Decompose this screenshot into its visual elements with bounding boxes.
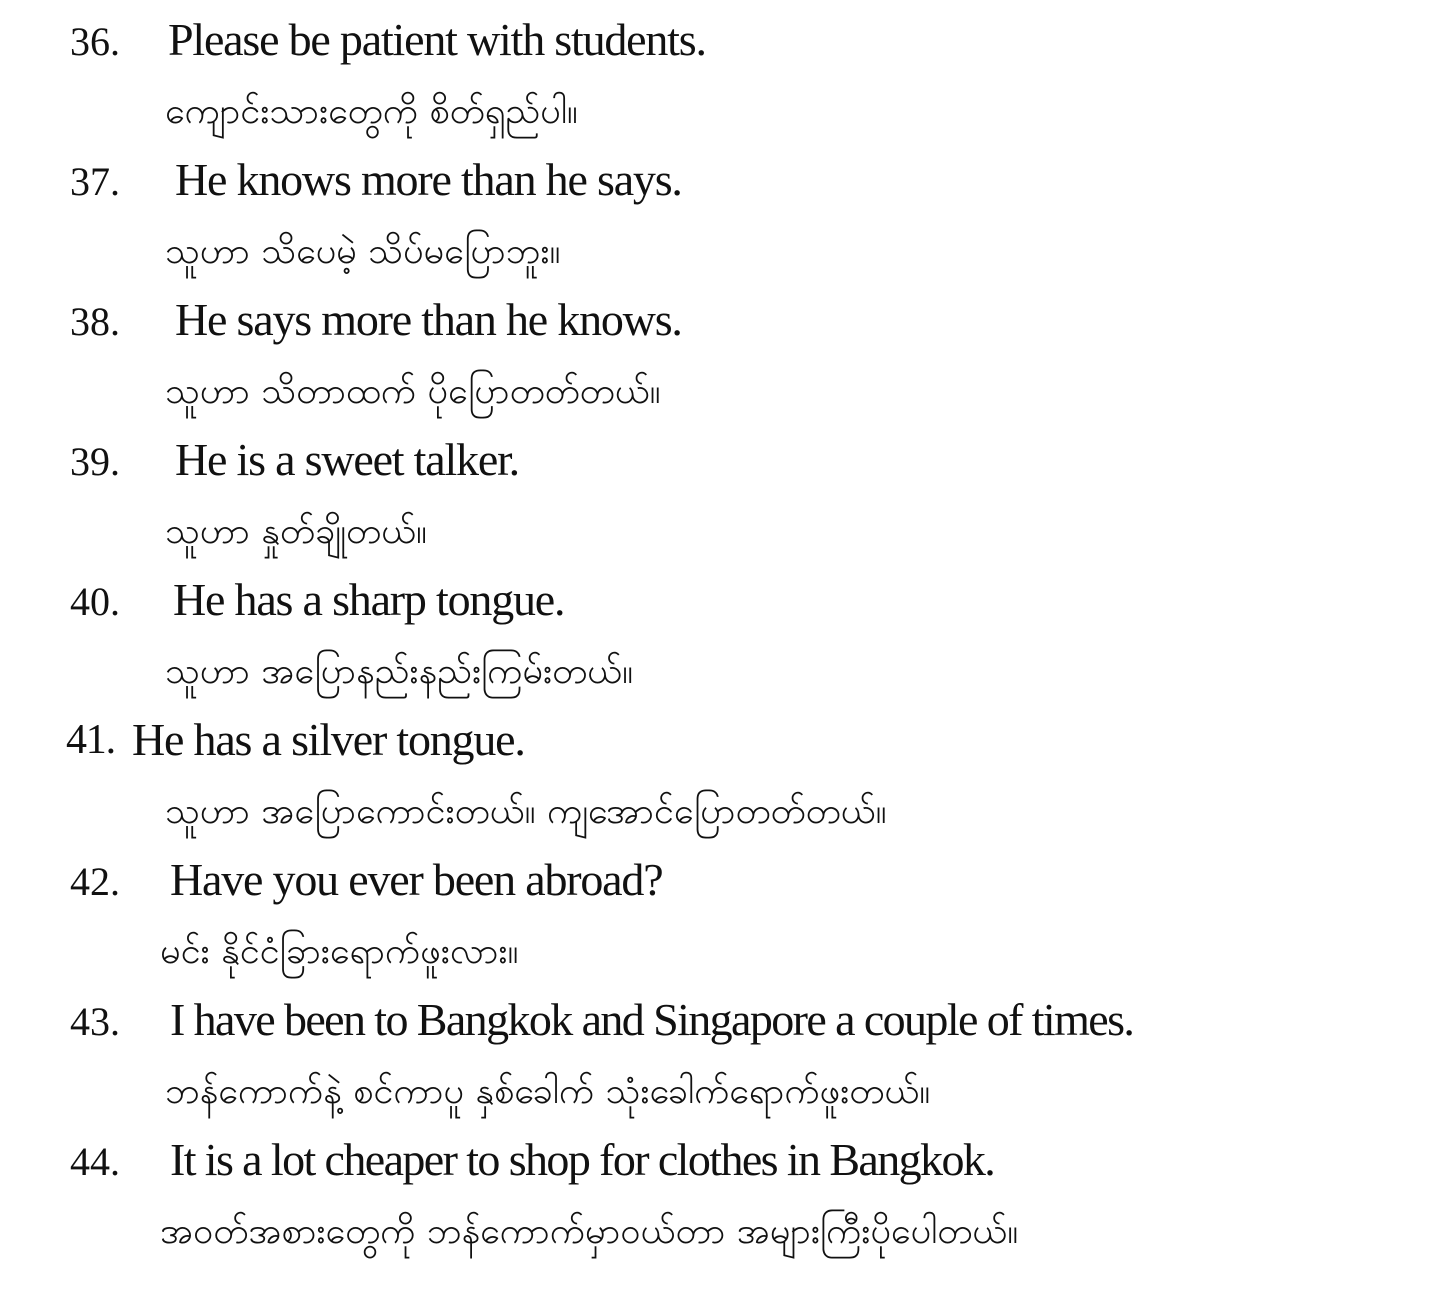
entry-number: 37. <box>70 159 120 204</box>
myanmar-translation: သူဟာ သိတာထက် ပိုပြောတတ်တယ်။ <box>165 371 661 412</box>
myanmar-translation: ဘန်ကောက်နဲ့ စင်ကာပူ နှစ်ခေါက် သုံးခေါက်ရောက်ဖူးတယ်။ <box>165 1071 931 1112</box>
entry-38 <box>0 288 1440 428</box>
entry-number: 41. <box>66 717 115 763</box>
myanmar-translation: ကျောင်းသားတွေကို စိတ်ရှည်ပါ။ <box>165 91 578 132</box>
english-sentence: He is a sweet talker. <box>175 434 519 485</box>
entry-37 <box>0 148 1440 288</box>
myanmar-translation: သူဟာ အပြောနည်းနည်းကြမ်းတယ်။ <box>165 651 633 692</box>
entry-44 <box>0 1128 1440 1268</box>
english-sentence: It is a lot cheaper to shop for clothes in Bangkok. <box>170 1134 995 1185</box>
entry-number: 43. <box>70 999 120 1044</box>
entry-number: 44. <box>70 1139 120 1184</box>
entry-number: 38. <box>70 299 120 344</box>
entry-number: 36. <box>70 19 120 64</box>
entry-40 <box>0 568 1440 708</box>
entry-number: 40. <box>70 579 120 624</box>
entry-39 <box>0 428 1440 568</box>
english-sentence: He has a sharp tongue. <box>173 574 565 625</box>
entry-36 <box>0 8 1440 148</box>
myanmar-translation: မင်း နိုင်ငံခြားရောက်ဖူးလား။ <box>160 931 519 972</box>
english-sentence: Please be patient with students. <box>168 14 706 65</box>
english-sentence: He knows more than he says. <box>175 154 682 205</box>
english-sentence: Have you ever been abroad? <box>170 854 663 905</box>
entry-41 <box>0 708 1440 848</box>
myanmar-translation: အဝတ်အစားတွေကို ဘန်ကောက်မှာဝယ်တာ အများကြီးပိုပေါတယ်။ <box>160 1211 1019 1252</box>
entry-43 <box>0 988 1440 1128</box>
english-sentence: He has a silver tongue. <box>132 714 525 765</box>
myanmar-translation: သူဟာ နှုတ်ချိုတယ်။ <box>165 511 427 552</box>
entry-number: 42. <box>70 859 120 904</box>
entry-number: 39. <box>70 439 120 484</box>
myanmar-translation: သူဟာ သိပေမဲ့ သိပ်မပြောဘူး။ <box>165 231 561 272</box>
entry-42 <box>0 848 1440 988</box>
english-sentence: I have been to Bangkok and Singapore a couple of times. <box>170 994 1134 1045</box>
myanmar-translation: သူဟာ အပြောကောင်းတယ်။ ကျအောင်ပြောတတ်တယ်။ <box>165 791 887 832</box>
english-sentence: He says more than he knows. <box>175 294 682 345</box>
